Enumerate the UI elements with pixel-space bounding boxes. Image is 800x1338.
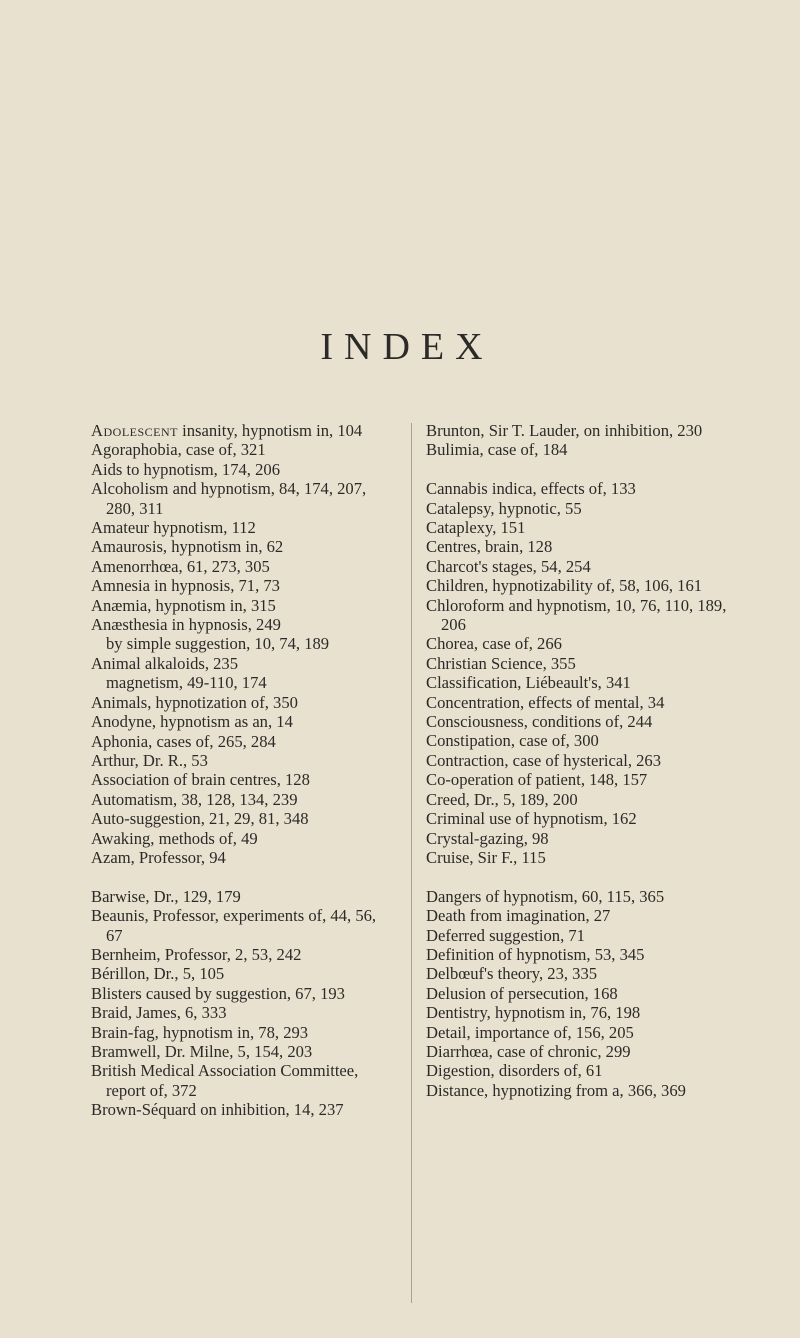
index-entry-text: Cruise, Sir F., 115 [426, 847, 546, 867]
index-entry-text: Aids to hypnotism, 174, 206 [91, 459, 280, 479]
index-entry-text: Detail, importance of, 156, 205 [426, 1022, 634, 1042]
index-entry [91, 712, 391, 731]
index-entry-text: Co-operation of patient, 148, 157 [426, 770, 648, 790]
index-entry [91, 887, 391, 906]
index-entry-text: Concentration, effects of mental, 34 [426, 692, 665, 712]
index-entry-text: British Medical Association Committee, report of, 372 [91, 1061, 359, 1100]
index-entry-text: Animals, hypnotization of, 350 [91, 692, 298, 712]
index-entry-text: Azam, Professor, 94 [91, 847, 226, 867]
index-entry-text: Classification, Liébeault's, 341 [426, 673, 631, 693]
index-entry-text: Chloroform and hypnotism, 10, 76, 110, 189, 206 [426, 595, 727, 635]
index-entry [426, 848, 732, 867]
index-entry-text: Anæsthesia in hypnosis, 249 [91, 615, 281, 635]
index-entry-text: Barwise, Dr., 129, 179 [91, 886, 241, 906]
index-entry-text: Auto-suggestion, 21, 29, 81, 348 [91, 809, 309, 829]
index-entry [426, 440, 732, 459]
index-entry-text: Diarrhœa, case of chronic, 299 [426, 1041, 631, 1061]
index-entry [91, 829, 391, 848]
index-entry-text: Anodyne, hypnotism as an, 14 [91, 712, 293, 732]
index-entry [426, 693, 732, 712]
index-entry [426, 770, 732, 789]
index-entry [426, 596, 732, 635]
index-entry [91, 557, 391, 576]
index-entry-text: Deferred suggestion, 71 [426, 925, 585, 945]
index-entry-text: Dangers of hypnotism, 60, 115, 365 [426, 886, 665, 906]
index-entry-text: Blisters caused by suggestion, 67, 193 [91, 983, 345, 1003]
index-entry-text: Bramwell, Dr. Milne, 5, 154, 203 [91, 1041, 313, 1061]
index-entry [426, 1042, 732, 1061]
index-entry [91, 615, 391, 634]
index-entry-text: by simple suggestion, 10, 74, 189 [106, 634, 330, 654]
index-entry-text: Amaurosis, hypnotism in, 62 [91, 537, 284, 557]
index-entry [91, 790, 391, 809]
index-entry-text: Charcot's stages, 54, 254 [426, 556, 591, 576]
index-entry [426, 751, 732, 770]
index-entry-text: Association of brain centres, 128 [91, 770, 310, 790]
index-entry-text: Catalepsy, hypnotic, 55 [426, 498, 582, 518]
index-entry-text: Crystal-gazing, 98 [426, 828, 549, 848]
index-entry [91, 1042, 391, 1061]
index-entry [91, 964, 391, 983]
index-entry [426, 421, 732, 440]
index-entry-text: Children, hypnotizability of, 58, 106, 161 [426, 576, 703, 596]
index-entry [426, 634, 732, 653]
index-entry-text: Brown-Séquard on inhibition, 14, 237 [91, 1100, 344, 1120]
index-entry [426, 537, 732, 556]
index-entry-text: Delusion of persecution, 168 [426, 983, 618, 1003]
index-entry [91, 945, 391, 964]
index-entry [91, 848, 391, 867]
index-entry [91, 1003, 391, 1022]
page-title: INDEX [320, 326, 494, 368]
index-entry [91, 1023, 391, 1042]
index-entry-text: Dentistry, hypnotism in, 76, 198 [426, 1003, 641, 1023]
index-entry [91, 693, 391, 712]
index-entry-text: Anæmia, hypnotism in, 315 [91, 595, 276, 615]
index-entry [426, 906, 732, 925]
index-entry [426, 887, 732, 906]
index-entry [426, 499, 732, 518]
index-entry-text: Cataplexy, 151 [426, 518, 526, 538]
index-entry [91, 906, 391, 945]
index-entry-text: Christian Science, 355 [426, 653, 576, 673]
index-subentry [91, 634, 391, 653]
index-entry [426, 1081, 732, 1100]
index-entry-text: Bulimia, case of, 184 [426, 440, 568, 460]
index-entry-text: Constipation, case of, 300 [426, 731, 599, 751]
index-entry-text: Alcoholism and hypnotism, 84, 174, 207, 280, 311 [91, 479, 367, 518]
index-entry-text: Agoraphobia, case of, 321 [91, 440, 266, 460]
index-entry [426, 964, 732, 983]
index-entry-text: Automatism, 38, 128, 134, 239 [91, 789, 298, 809]
index-entry [426, 576, 732, 595]
index-entry [426, 479, 732, 498]
index-column-right [426, 421, 732, 1100]
index-entry-text: Aphonia, cases of, 265, 284 [91, 731, 276, 751]
index-entry [91, 421, 391, 440]
index-entry [91, 1061, 391, 1100]
index-entry-text: Brunton, Sir T. Lauder, on inhibition, 230 [426, 421, 703, 440]
index-entry [91, 460, 391, 479]
index-entry [426, 984, 732, 1003]
index-entry [426, 926, 732, 945]
index-entry [91, 654, 391, 673]
index-entry-text: Amnesia in hypnosis, 71, 73 [91, 576, 280, 596]
index-entry [91, 479, 391, 518]
index-entry-text: insanity, hypnotism in, 104 [177, 421, 363, 440]
index-entry [426, 1023, 732, 1042]
index-entry-text: Digestion, disorders of, 61 [426, 1061, 603, 1081]
index-entry-text: Awaking, methods of, 49 [91, 828, 258, 848]
index-entry-text: Delbœuf's theory, 23, 335 [426, 964, 598, 984]
index-entry [91, 732, 391, 751]
index-entry [426, 1061, 732, 1080]
index-entry [91, 770, 391, 789]
index-entry [91, 518, 391, 537]
index-entry [91, 751, 391, 770]
index-entry [426, 1003, 732, 1022]
index-entry-text: Arthur, Dr. R., 53 [91, 750, 208, 770]
index-entry [426, 731, 732, 750]
index-entry-text: Amenorrhœa, 61, 273, 305 [91, 556, 270, 576]
index-entry-text: Braid, James, 6, 333 [91, 1003, 227, 1023]
index-entry-text: magnetism, 49-110, 174 [106, 673, 267, 693]
index-entry-text: Amateur hypnotism, 112 [91, 518, 256, 538]
index-entry [91, 440, 391, 459]
index-entry-text: Contraction, case of hysterical, 263 [426, 750, 662, 770]
index-entry-lead-word: Adolescent [91, 421, 178, 440]
column-divider [411, 423, 412, 1303]
index-entry-text: Chorea, case of, 266 [426, 634, 562, 654]
index-entry [426, 945, 732, 964]
index-entry [426, 518, 732, 537]
index-entry [426, 712, 732, 731]
index-entry [91, 537, 391, 556]
index-entry [91, 596, 391, 615]
index-entry-text: Bérillon, Dr., 5, 105 [91, 964, 225, 984]
index-entry-text: Definition of hypnotism, 53, 345 [426, 944, 645, 964]
index-entry [426, 790, 732, 809]
index-subentry [91, 673, 391, 692]
index-entry [91, 984, 391, 1003]
index-entry [91, 809, 391, 828]
index-entry [426, 829, 732, 848]
index-entry [426, 809, 732, 828]
index-entry [91, 576, 391, 595]
index-entry-text: Beaunis, Professor, experiments of, 44, 56, 67 [91, 906, 377, 945]
index-entry [91, 1100, 391, 1119]
index-entry-text: Creed, Dr., 5, 189, 200 [426, 789, 578, 809]
index-entry [426, 557, 732, 576]
index-entry [426, 673, 732, 692]
index-column-left [91, 421, 391, 1120]
index-entry-text: Cannabis indica, effects of, 133 [426, 479, 636, 499]
index-entry-text: Consciousness, conditions of, 244 [426, 712, 653, 732]
index-entry-text: Criminal use of hypnotism, 162 [426, 809, 637, 829]
index-entry-text: Distance, hypnotizing from a, 366, 369 [426, 1080, 686, 1100]
index-entry-text: Bernheim, Professor, 2, 53, 242 [91, 944, 302, 964]
index-entry-text: Death from imagination, 27 [426, 906, 611, 926]
index-entry [426, 654, 732, 673]
index-entry-text: Animal alkaloids, 235 [91, 653, 239, 673]
index-entry-text: Centres, brain, 128 [426, 537, 553, 557]
index-entry-text: Brain-fag, hypnotism in, 78, 293 [91, 1022, 309, 1042]
